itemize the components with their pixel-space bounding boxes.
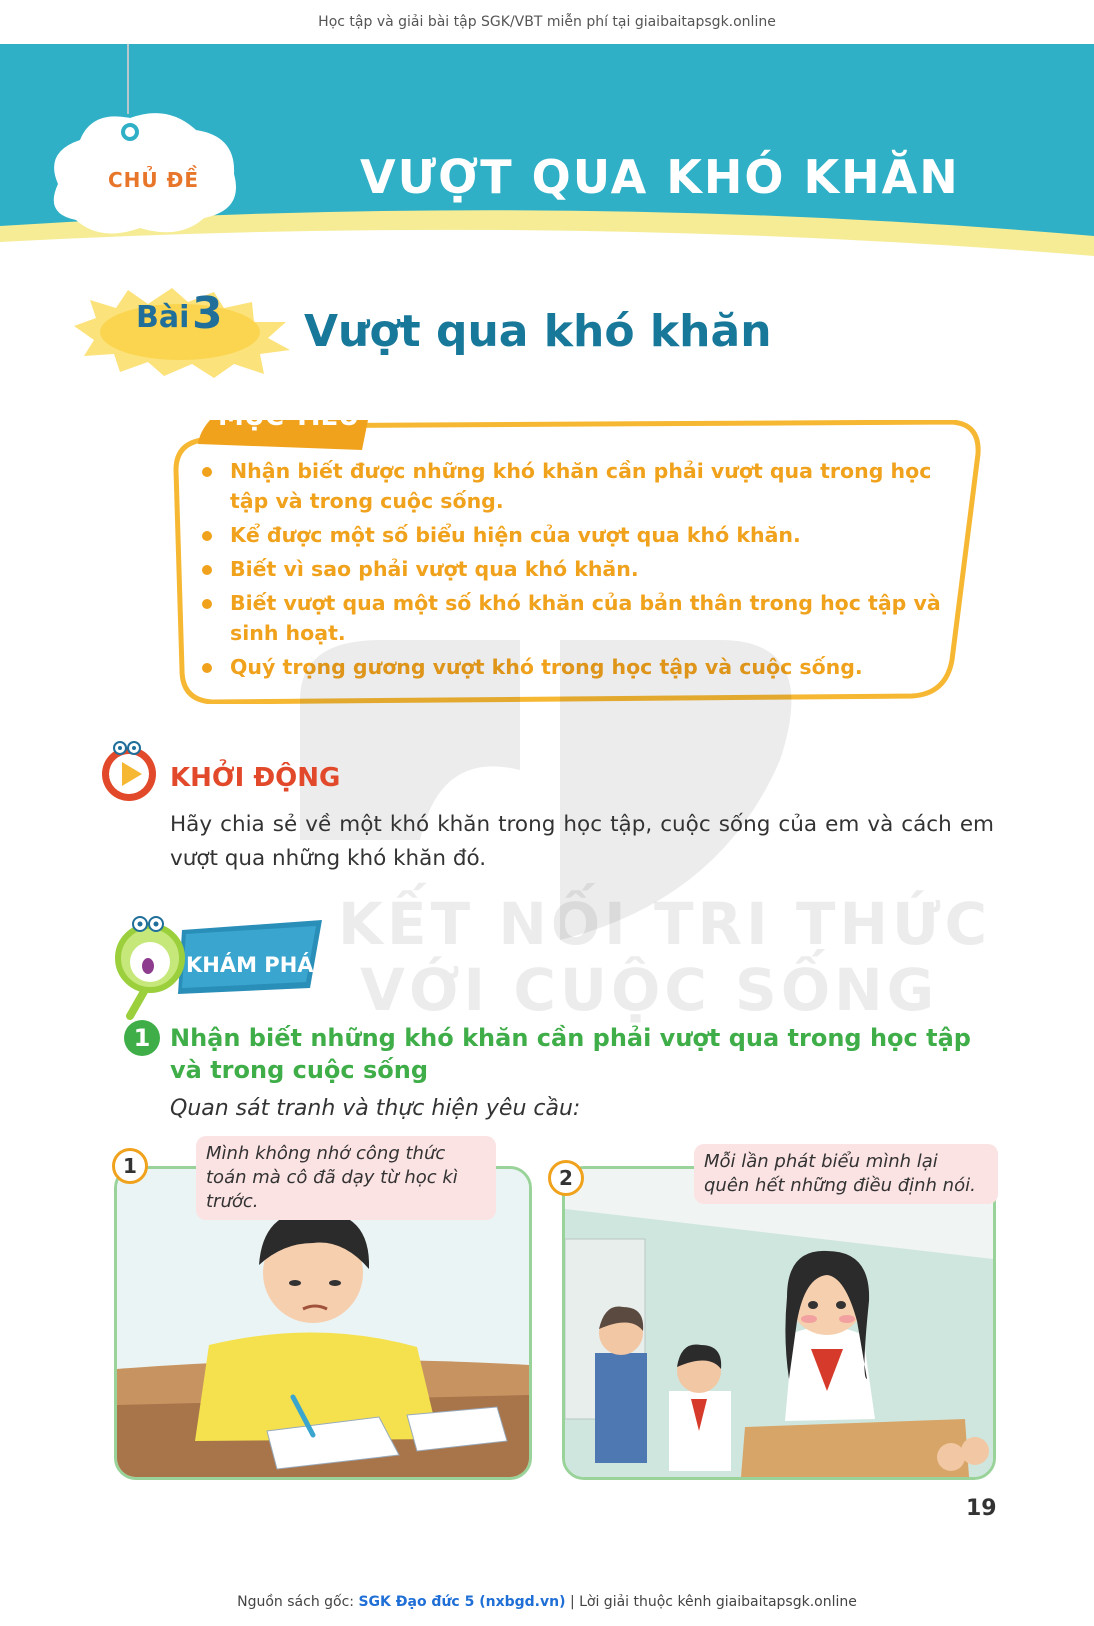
header-credit: Học tập và giải bài tập SGK/VBT miễn phí tại giaibaitapsgk.online — [318, 14, 776, 30]
illustration-panel-2 — [562, 1166, 996, 1480]
footer-prefix: Nguồn sách gốc: — [237, 1594, 355, 1610]
objective-item: Biết vượt qua một số khó khăn của bản thân trong học tập và sinh hoạt. — [200, 588, 942, 648]
warmup-heading: KHỞI ĐỘNG — [170, 763, 341, 793]
girl-speaking-illustration — [565, 1169, 993, 1477]
objective-item: Biết vì sao phải vượt qua khó khăn. — [200, 554, 942, 584]
lesson-label: Bài — [136, 300, 190, 335]
explore-heading: KHÁM PHÁ — [186, 953, 314, 977]
warmup-text: Hãy chia sẻ về một khó khăn trong học tập, cuộc sống của em và cách em vượt qua những khó khăn đó. — [170, 812, 994, 871]
objectives-tag: MỤC TIÊU — [218, 402, 360, 432]
panel-number-1: 1 — [112, 1148, 148, 1184]
objective-item: Nhận biết được những khó khăn cần phải vượt qua trong học tập và trong cuộc sống. — [200, 456, 942, 516]
section-instruction: Quan sát tranh và thực hiện yêu cầu: — [170, 1096, 581, 1121]
panel-number-2: 2 — [548, 1160, 584, 1196]
footer-suffix: | Lời giải thuộc kênh giaibaitapsgk.online — [569, 1594, 857, 1610]
topic-label: CHỦ ĐỀ — [108, 168, 200, 192]
footer-credit — [0, 1594, 1094, 1610]
watermark-line-2: VỚI CUỘC SỐNG — [360, 956, 939, 1024]
objective-item: Kể được một số biểu hiện của vượt qua khó khăn. — [200, 520, 942, 550]
speech-bubble-2: Mỗi lần phát biểu mình lại quên hết những điều định nói. — [694, 1144, 998, 1204]
page-number: 19 — [966, 1496, 997, 1521]
lesson-title: Vượt qua khó khăn — [304, 306, 772, 357]
topic-title: VƯỢT QUA KHÓ KHĂN — [360, 150, 960, 204]
play-mascot-icon — [98, 740, 160, 802]
section-number-badge: 1 — [124, 1020, 160, 1056]
watermark-line-1: KẾT NỐI TRI THỨC — [338, 890, 992, 958]
lesson-number: 3 — [192, 288, 223, 339]
section-title: Nhận biết những khó khăn cần phải vượt qua trong học tập và trong cuộc sống — [170, 1024, 971, 1084]
footer-source-link[interactable]: SGK Đạo đức 5 (nxbgd.vn) — [358, 1594, 566, 1610]
objective-item: Quý trọng gương vượt khó trong học tập và cuộc sống. — [200, 652, 942, 682]
speech-bubble-1: Mình không nhớ công thức toán mà cô đã dạy từ học kì trước. — [196, 1136, 496, 1220]
